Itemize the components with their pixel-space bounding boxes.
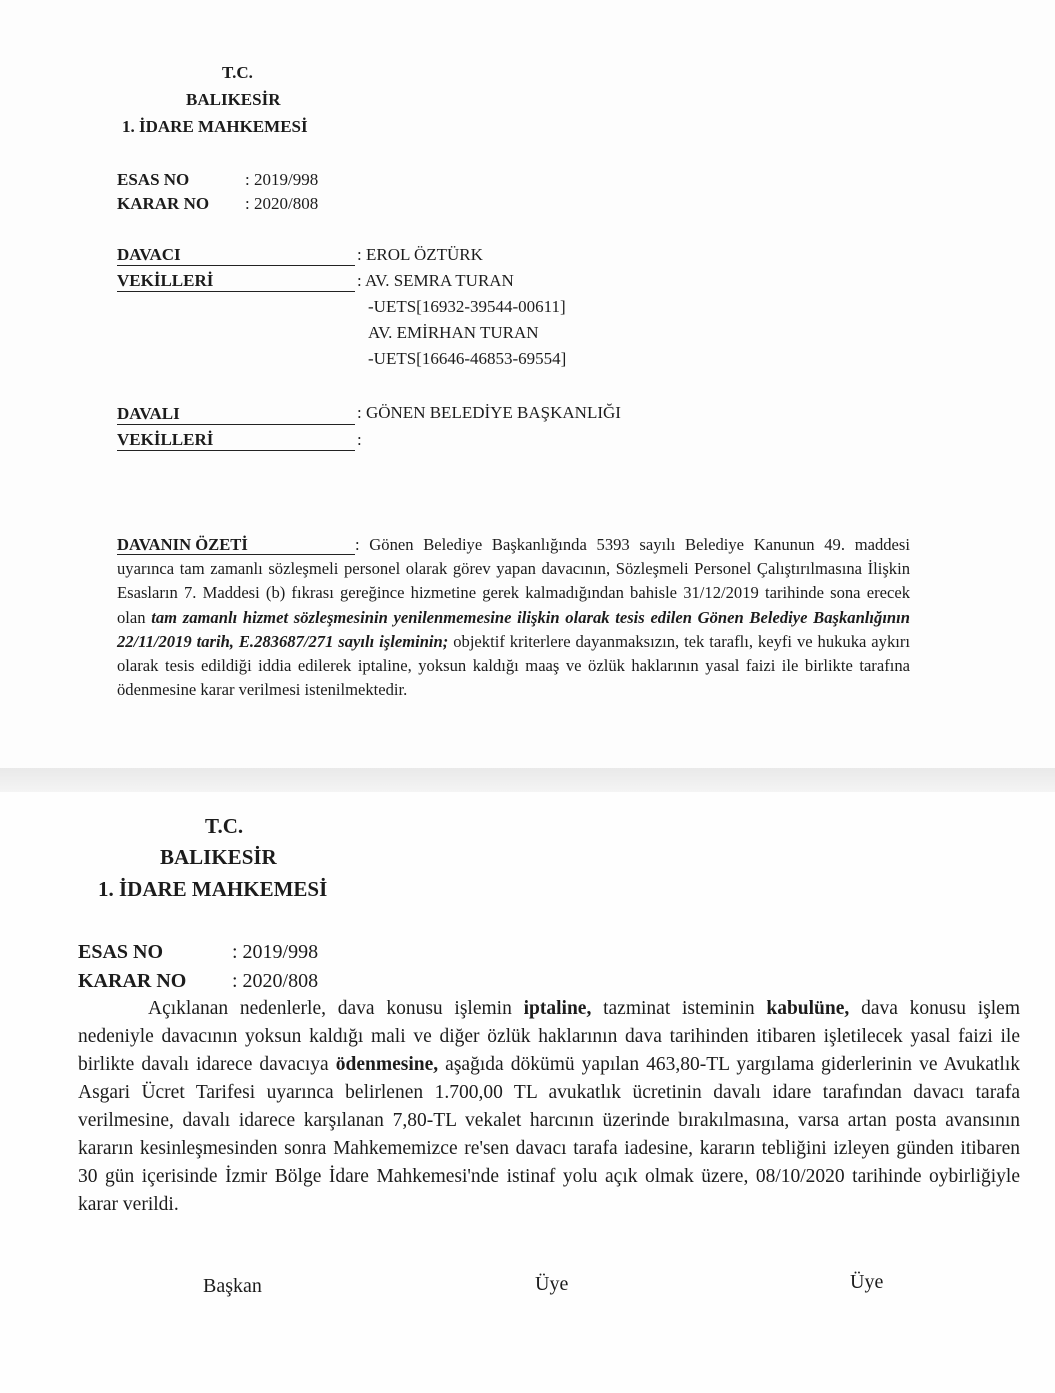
vekil-line: AV. EMİRHAN TURAN (368, 323, 539, 342)
decision-emphasis: ödenmesine, (335, 1054, 439, 1075)
decision-emphasis: iptaline, (523, 998, 592, 1019)
page-separator (0, 768, 1055, 792)
karar-no-label: KARAR NO (78, 970, 187, 992)
case-summary (117, 533, 910, 702)
summary-text: objektif kriterlere dayanmaksızın, tek taraflı, keyfi ve hukuka aykırı olarak tesis edildiği iddia edilerek iptaline, yoksun kaldığı maaş ve özlük haklarının yasal faizi ile birlikte tarafına ödenmesine karar verilmesi istenilmektedir. (117, 631, 910, 700)
header-court: 1. İDARE MAHKEMESİ (98, 877, 328, 901)
decision-text: tazminat isteminin (591, 998, 767, 1019)
vekil-line: : AV. SEMRA TURAN (357, 271, 514, 290)
esas-no-value: : 2019/998 (232, 941, 319, 963)
vekilleri-label: VEKİLLERİ (117, 430, 355, 451)
summary-emphasis: tam zamanlı hizmet sözleşmesinin yenilenmemesine ilişkin olarak tesis edilen Gönen Belediye Başkanlığının 22/11/2019 tarih, E.283687/271 sayılı işleminin; (117, 607, 910, 651)
davaci-value: : EROL ÖZTÜRK (357, 245, 483, 264)
header-court: 1. İDARE MAHKEMESİ (122, 117, 308, 136)
header-tc: T.C. (205, 814, 244, 838)
decision-text: dava konusu işlem nedeniyle davacının yoksun kaldığı mali ve diğer özlük haklarının dava tarihinden itibaren işletilecek yasal faizi ile birlikte davalı idarece davacıya (78, 998, 1020, 1075)
signature-member: Üye (850, 1271, 884, 1293)
vekilleri-label: VEKİLLERİ (117, 271, 355, 292)
esas-no-label: ESAS NO (117, 170, 190, 189)
vekilleri-value: : (357, 430, 362, 449)
karar-no-value: : 2020/808 (232, 970, 319, 992)
vekil-line: -UETS[16646-46853-69554] (368, 349, 567, 368)
vekil-line: -UETS[16932-39544-00611] (368, 297, 566, 316)
davali-value: : GÖNEN BELEDİYE BAŞKANLIĞI (357, 403, 621, 422)
signature-member: Üye (535, 1273, 569, 1295)
karar-no-value: : 2020/808 (245, 194, 319, 213)
header-city: BALIKESİR (186, 90, 281, 109)
esas-no-value: : 2019/998 (245, 170, 319, 189)
signature-chairman: Başkan (203, 1275, 262, 1297)
header-city: BALIKESİR (160, 845, 277, 869)
summary-label: DAVANIN ÖZETİ (117, 535, 355, 555)
karar-no-label: KARAR NO (117, 194, 210, 213)
decision-text: aşağıda dökümü yapılan 463,80-TL yargılama giderlerinin ve Avukatlık Asgari Ücret Tarifesi uyarınca belirlenen 1.700,00 TL avukatlık ücretinin davalı idare tarafından davacı tarafa verilmesine, davalı idarece karşılanan 7,80-TL vekalet harcının üzerinde bırakılmasına, varsa artan posta avansının kararın kesinleşmesinden sonra Mahkememizce re'sen davacı tarafa iadesine, kararın tebliğini izleyen günden itibaren 30 gün içerisinde İzmir Bölge İdare Mahkemesi'nde istinaf yolu açık olmak üzere, 08/10/2020 tarihinde oybirliğiyle karar verildi. (78, 1054, 1020, 1215)
summary-text: : Gönen Belediye Başkanlığında 5393 sayılı Belediye Kanunun 49. maddesi uyarınca tam zamanlı sözleşmeli personel olarak görev yapan davacının, Sözleşmeli Personel Çalıştırılmasına İlişkin Esasların 7. Maddesi (b) fıkrası gereğince hizmetine gerek kalmadığından bahisle 31/12/2019 tarihinde sona erecek olan (117, 535, 910, 627)
davali-label: DAVALI (117, 404, 355, 425)
esas-no-label: ESAS NO (78, 941, 164, 963)
decision-emphasis: kabulüne, (766, 998, 850, 1019)
davaci-label: DAVACI (117, 245, 355, 266)
header-tc: T.C. (222, 63, 253, 82)
decision-paragraph (78, 995, 1020, 1219)
decision-text: Açıklanan nedenlerle, dava konusu işlemin (148, 998, 524, 1019)
